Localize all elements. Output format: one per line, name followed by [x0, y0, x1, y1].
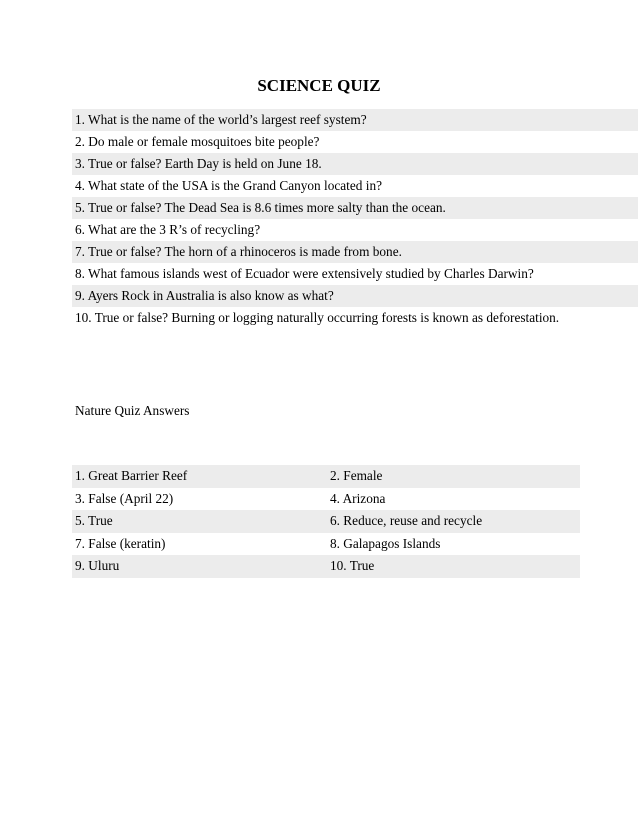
answer-cell: 4. Arizona: [330, 490, 386, 506]
answer-cell: 7. False (keratin): [75, 535, 166, 551]
question-row: 10. True or false? Burning or logging naturally occurring forests is known as deforestation.: [75, 310, 560, 325]
question-row: 7. True or false? The horn of a rhinoceros is made from bone.: [72, 241, 638, 263]
question-row: 4. What state of the USA is the Grand Canyon located in?: [75, 178, 382, 193]
answer-cell: 8. Galapagos Islands: [330, 535, 441, 551]
answer-cell: 1. Great Barrier Reef: [75, 468, 188, 483]
answers-table: [72, 465, 580, 578]
answers-heading: Nature Quiz Answers: [75, 403, 190, 418]
answer-cell: 5. True: [75, 513, 113, 529]
question-row: 3. True or false? Earth Day is held on June 18.: [72, 153, 638, 175]
answer-cell: 10. True: [330, 558, 375, 574]
answer-row: [72, 510, 580, 533]
questions-list: [72, 109, 638, 329]
answer-cell: 9. Uluru: [75, 558, 120, 574]
answer-row: [72, 555, 580, 578]
answer-cell: 3. False (April 22): [75, 490, 174, 506]
page-title: SCIENCE QUIZ: [257, 76, 381, 95]
question-row: 2. Do male or female mosquitoes bite people?: [75, 134, 320, 149]
question-row: 9. Ayers Rock in Australia is also know as what?: [72, 285, 638, 307]
answer-row: [72, 488, 580, 511]
answer-row: [72, 533, 580, 556]
answer-cell: 6. Reduce, reuse and recycle: [330, 513, 483, 529]
question-row: 8. What famous islands west of Ecuador were extensively studied by Charles Darwin?: [75, 266, 534, 281]
question-row: 5. True or false? The Dead Sea is 8.6 times more salty than the ocean.: [72, 197, 638, 219]
question-row: 6. What are the 3 R’s of recycling?: [75, 222, 261, 237]
question-row: 1. What is the name of the world’s largest reef system?: [72, 109, 638, 131]
answer-cell: 2. Female: [330, 468, 383, 483]
answer-row: [72, 465, 580, 488]
